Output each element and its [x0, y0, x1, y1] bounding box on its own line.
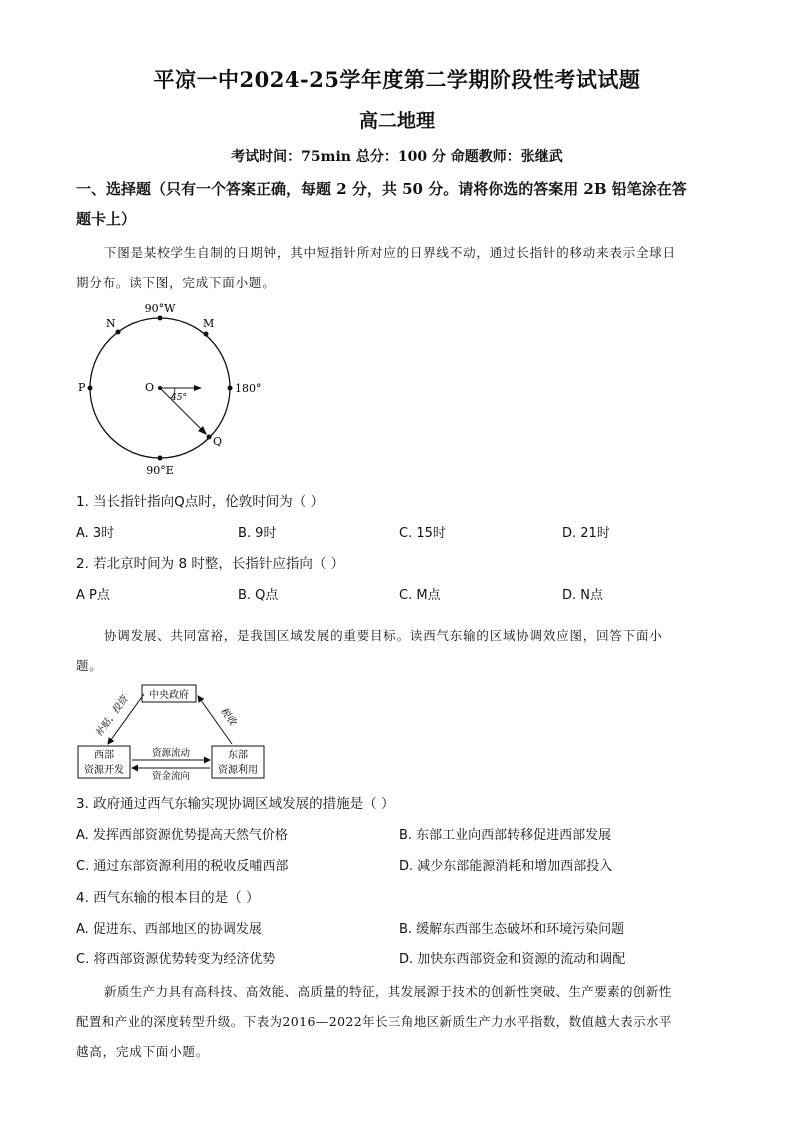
q2-option-b[interactable]: B. Q点 — [238, 588, 279, 603]
question-1-stem: 1. 当长指针指向Q点时，伦敦时间为（ ） — [76, 494, 325, 510]
passage-2-line-2: 题。 — [76, 658, 103, 673]
q3-option-a[interactable]: A. 发挥西部资源优势提高天然气价格 — [76, 828, 288, 843]
label-n: N — [106, 317, 116, 330]
label-p: P — [78, 381, 86, 394]
capital-flow-label: 资金流向 — [151, 771, 191, 782]
label-angle: 45° — [171, 393, 187, 403]
tax-label: 税收 — [217, 705, 239, 728]
exam-subtitle: 高二地理 — [358, 110, 435, 132]
short-hand-arrow — [194, 385, 202, 391]
q4-option-a[interactable]: A. 促进东、西部地区的协调发展 — [76, 922, 262, 937]
point-90w — [158, 316, 163, 321]
section-heading: 一、选择题（只有一个答案正确，每题 2 分，共 50 分。请将你选的答案用 2B 铅笔涂在答 — [76, 180, 687, 198]
point-n — [116, 330, 121, 335]
q1-option-c[interactable]: C. 15时 — [399, 526, 446, 541]
point-m — [204, 332, 209, 337]
exam-info: 考试时间：75min 总分：100 分 命题教师：张继武 — [231, 149, 563, 165]
q1-option-d[interactable]: D. 21时 — [562, 526, 610, 541]
passage-1-line-2: 期分布。读下图，完成下面小题。 — [76, 275, 276, 290]
passage-3-line-3: 越高，完成下面小题。 — [76, 1044, 210, 1059]
subsidy-label: 补贴、投资 — [93, 694, 131, 739]
question-2-stem: 2. 若北京时间为 8 时整，长指针应指向（ ） — [76, 556, 345, 572]
section-heading-cont: 题卡上） — [76, 210, 137, 228]
passage-1-line-1: 下图是某校学生自制的日期钟，其中短指针所对应的日界线不动，通过长指针的移动来表示全球日 — [104, 245, 676, 260]
q4-option-c[interactable]: C. 将西部资源优势转变为经济优势 — [76, 952, 276, 967]
exam-title: 平凉一中2024-25学年度第二学期阶段性考试试题 — [153, 67, 641, 92]
east-label-2: 资源利用 — [218, 765, 258, 776]
passage-2-line-1: 协调发展、共同富裕，是我国区域发展的重要目标。读西气东输的区域协调效应图，回答下面小 — [104, 628, 663, 643]
label-q: Q — [213, 435, 223, 448]
q3-option-d[interactable]: D. 减少东部能源消耗和增加西部投入 — [399, 859, 613, 874]
q1-option-b[interactable]: B. 9时 — [238, 526, 277, 541]
point-180 — [228, 386, 233, 391]
question-3-stem: 3. 政府通过西气东输实现协调区域发展的措施是（ ） — [76, 796, 395, 812]
west-label-2: 资源开发 — [84, 765, 124, 776]
passage-3-line-2: 配置和产业的深度转型升级。下表为2016—2022年长三角地区新质生产力水平指数，数值越大表示水平 — [76, 1014, 672, 1029]
resource-flow-label: 资源流动 — [151, 748, 191, 759]
label-o: O — [145, 381, 155, 394]
q3-option-b[interactable]: B. 东部工业向西部转移促进西部发展 — [399, 828, 612, 843]
label-m: M — [203, 317, 215, 330]
label-90w: 90°W — [144, 302, 176, 315]
q3-option-c[interactable]: C. 通过东部资源利用的税收反哺西部 — [76, 859, 289, 874]
q1-option-a[interactable]: A. 3时 — [76, 526, 115, 541]
q4-option-d[interactable]: D. 加快东西部资金和资源的流动和调配 — [399, 952, 626, 967]
q4-option-b[interactable]: B. 缓解东西部生态破坏和环境污染问题 — [399, 922, 625, 937]
q2-option-d[interactable]: D. N点 — [562, 588, 603, 603]
central-gov-label: 中央政府 — [149, 690, 189, 701]
point-q — [207, 435, 212, 440]
label-90e: 90°E — [146, 464, 174, 477]
q2-option-c[interactable]: C. M点 — [399, 588, 441, 603]
gas-transfer-diagram — [74, 682, 274, 782]
date-clock-figure — [70, 298, 270, 480]
point-90e — [158, 456, 163, 461]
west-label-1: 西部 — [94, 750, 114, 761]
east-label-1: 东部 — [228, 750, 248, 761]
label-180: 180° — [235, 382, 262, 395]
passage-3-line-1: 新质生产力具有高科技、高效能、高质量的特征，其发展源于技术的创新性突破、生产要素的创新性 — [104, 984, 672, 999]
question-4-stem: 4. 西气东输的根本目的是（ ） — [76, 890, 260, 906]
point-p — [88, 386, 93, 391]
q2-option-a[interactable]: A P点 — [76, 588, 110, 603]
